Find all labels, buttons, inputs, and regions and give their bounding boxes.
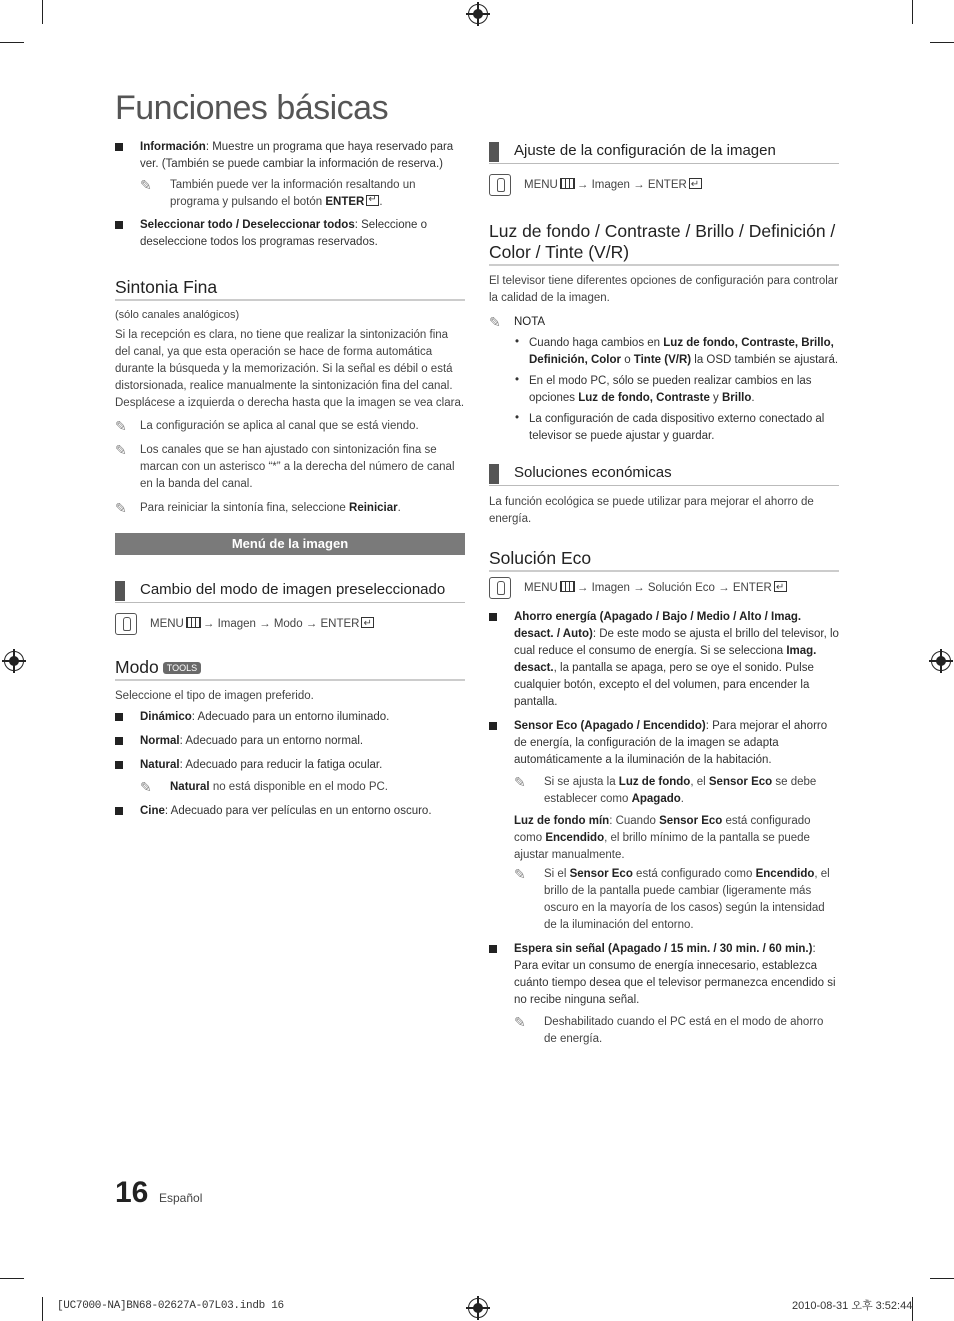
crop-mark — [912, 0, 913, 24]
list-item: Normal: Adecuado para un entorno normal. — [115, 733, 465, 750]
menu-section-bar: Menú de la imagen — [115, 533, 465, 555]
registration-mark-icon — [468, 1298, 488, 1318]
list-item: • Cuando haga cambios en Luz de fondo, Contraste, Brillo, Definición, Color o Tinte (V/R) la OSD también se ajustará. — [515, 335, 839, 369]
crop-mark — [0, 1278, 24, 1279]
section-title-modo: Modo TOOLS — [115, 657, 465, 681]
enter-icon — [361, 617, 374, 628]
registration-mark-icon — [4, 651, 24, 671]
left-column — [115, 139, 465, 820]
list-item: Cine: Adecuado para ver películas en un entorno oscuro. — [115, 803, 465, 820]
note-luz-min: ✎ Si el Sensor Eco está configurado como Encendido, el brillo de la pantalla puede cambiar (ligeramente más oscuro en la mayoría de los casos) según la intensidad de la iluminación del entorno. — [514, 866, 830, 931]
section-title-soluciones: Soluciones económicas — [489, 464, 839, 486]
bullet-espera: Espera sin señal (Apagado / 15 min. / 30 min. / 60 min.): Para evitar un consumo de energía innecesario, establezca cuánto tiempo desea que el televisor permanezca encendido si no recibe ninguna señal. — [489, 941, 839, 1009]
right-column — [489, 139, 839, 1048]
luz-paragraph: El televisor tiene diferentes opciones de configuración para controlar la calidad de la imagen. — [489, 275, 839, 304]
pencil-note-icon: ✎ — [115, 442, 127, 458]
menu-path-ajuste: MENU → Imagen → ENTER↵ — [489, 174, 839, 198]
print-info-right: 2010-08-31 오후 3:52:44 — [792, 1300, 913, 1312]
section-title-eco: Solución Eco — [489, 548, 839, 572]
list-item: • La configuración de cada dispositivo externo conectado al televisor se puede ajustar y guardar. — [515, 411, 839, 445]
luz-min-paragraph: Luz de fondo mín: Cuando Sensor Eco está configurado como Encendido, el brillo mínimo de la pantalla se puede ajustar manualmente. — [514, 815, 811, 861]
pencil-note-icon: ✎ — [140, 779, 152, 795]
pencil-note-icon: ✎ — [514, 774, 526, 790]
modo-paragraph: Seleccione el tipo de imagen preferido. — [115, 690, 314, 702]
pencil-note-icon: ✎ — [514, 866, 526, 882]
sintonia-note-2: ✎ Los canales que se han ajustado con sintonización fina se marcan con un asterisco “*” a la derecha del número de canal en la banda del canal. — [115, 442, 455, 490]
crop-mark — [930, 1278, 954, 1279]
registration-mark-icon — [931, 651, 951, 671]
menu-path-cambio: MENU → Imagen → Modo → ENTER↵ — [115, 613, 465, 637]
bullet-ahorro: Ahorro energía (Apagado / Bajo / Medio / Alto / Imag. desact. / Auto): De este modo se ajusta el brillo del televisor, lo cual reduce el consumo de energía. Si se selecciona Imag. desact., la pantalla se apaga, pero se oye el sonido. Pulse cualquier botón, excepto el del volumen, para encender la pantalla. — [489, 609, 839, 711]
pencil-note-icon: ✎ — [115, 500, 127, 516]
hand-touch-icon — [115, 613, 137, 635]
note-sensor: ✎ Si se ajusta la Luz de fondo, el Sensor Eco se debe establecer como Apagado. — [514, 774, 817, 805]
enter-icon — [366, 195, 379, 206]
page-language: Español — [159, 1191, 203, 1205]
pencil-note-icon: ✎ — [140, 177, 152, 193]
enter-icon — [689, 178, 702, 189]
list-item: • En el modo PC, sólo se pueden realizar cambios en las opciones Luz de fondo, Contraste y Brillo. — [515, 373, 839, 407]
menu-icon — [186, 617, 201, 628]
menu-icon — [560, 581, 575, 592]
soluciones-paragraph: La función ecológica se puede utilizar para mejorar el ahorro de energía. — [489, 496, 814, 525]
list-item: Natural: Adecuado para reducir la fatiga ocular. — [115, 757, 465, 774]
sintonia-note-3: ✎ Para reiniciar la sintonía fina, seleccione Reiniciar. — [115, 500, 401, 516]
bullet-sensor: Sensor Eco (Apagado / Encendido): Para mejorar el ahorro de energía, la configuración de la imagen se adapta automáticamente a la iluminación de la habitación. — [489, 718, 839, 769]
registration-mark-icon — [468, 4, 488, 24]
section-title-cambio: Cambio del modo de imagen preseleccionado — [115, 581, 465, 603]
page-number: 16 — [115, 1176, 149, 1209]
crop-mark — [930, 42, 954, 43]
nota-label: ✎ NOTA — [489, 314, 546, 330]
crop-mark — [42, 0, 43, 24]
list-item: Dinámico: Adecuado para un entorno iluminado. — [115, 709, 465, 726]
note-espera: ✎ Deshabilitado cuando el PC está en el modo de ahorro de energía. — [514, 1014, 824, 1045]
section-title-ajuste: Ajuste de la configuración de la imagen — [489, 142, 839, 164]
tools-badge: TOOLS — [163, 662, 201, 674]
section-title-luz: Luz de fondo / Contraste / Brillo / Definición / Color / Tinte (V/R) — [489, 221, 839, 266]
hand-touch-icon — [489, 577, 511, 599]
print-info-left: [UC7000-NA]BN68-02627A-07L03.indb 16 — [57, 1300, 284, 1312]
pencil-note-icon: ✎ — [514, 1014, 526, 1030]
sintonia-subtitle: (sólo canales analógicos) — [115, 309, 240, 321]
bullet-informacion: Información: Muestre un programa que haya reservado para ver. (También se puede cambiar la información de reserva.) — [115, 139, 465, 173]
page-title: Funciones básicas — [115, 89, 389, 127]
bullet-seleccionar: Seleccionar todo / Deseleccionar todos: Seleccione o deseleccione todos los programas reservados. — [115, 217, 465, 251]
menu-path-eco: MENU → Imagen → Solución Eco → ENTER↵ — [489, 577, 839, 601]
sintonia-paragraph: Si la recepción es clara, no tiene que realizar la sintonización fina del canal, ya que esta operación se hace de forma automática durante la búsqueda y la memorización. Si la señal es débil o está distorsionada, realice manualmente la sintonización fina del canal. Desplácese a izquierda o derecha hasta que la imagen se vea clara. — [115, 329, 465, 409]
note-informacion: ✎ También puede ver la información resaltando un programa y pulsando el botón ENTER↵ . — [115, 177, 465, 211]
note-natural: ✎ Natural no está disponible en el modo PC. — [140, 779, 388, 795]
crop-mark — [42, 1297, 43, 1321]
section-title-sintonia: Sintonia Fina — [115, 277, 465, 301]
pencil-note-icon: ✎ — [115, 418, 127, 434]
sintonia-note-1: ✎ La configuración se aplica al canal que se está viendo. — [115, 418, 419, 434]
menu-icon — [560, 178, 575, 189]
hand-touch-icon — [489, 174, 511, 196]
enter-icon — [774, 581, 787, 592]
crop-mark — [0, 42, 24, 43]
pencil-note-icon: ✎ — [489, 314, 501, 330]
